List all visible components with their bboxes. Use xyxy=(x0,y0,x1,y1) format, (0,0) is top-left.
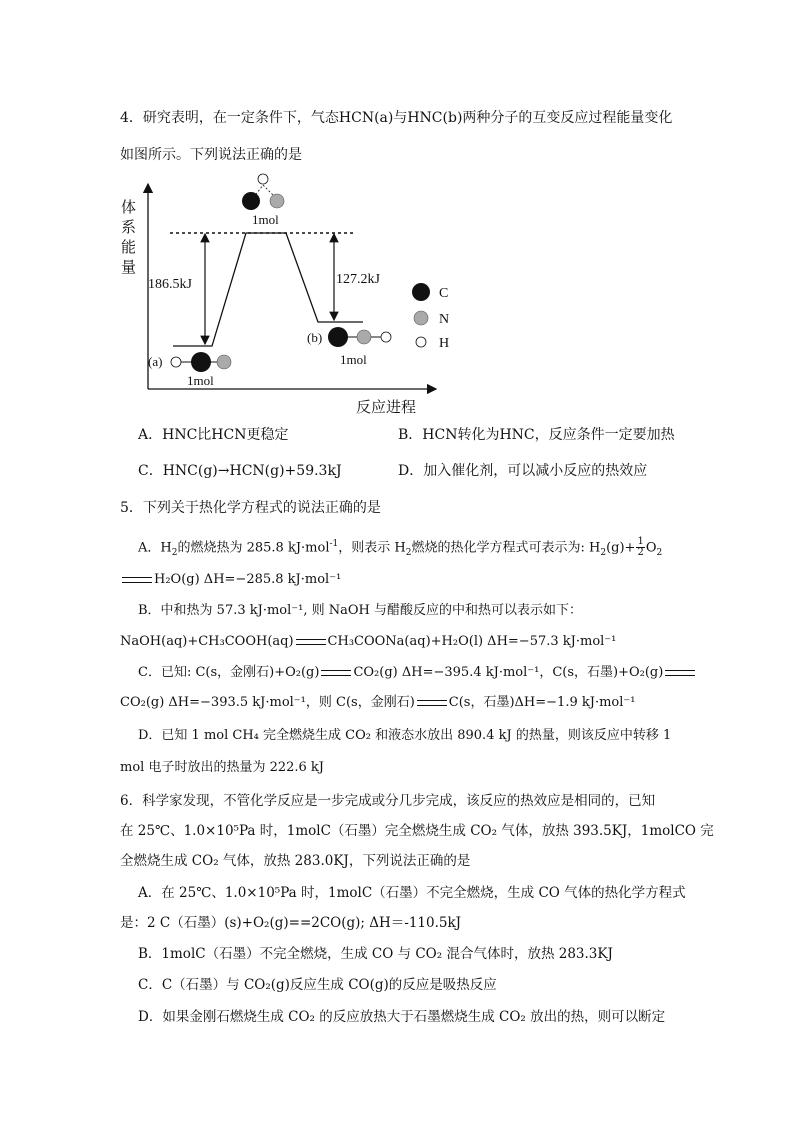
q4-stem-line1: 4．研究表明，在一定条件下，气态HCN(a)与HNC(b)两种分子的互变反应过程能量变化 xyxy=(120,110,673,126)
q6-option-c: C．C（石墨）与 CO₂(g)反应生成 CO(g)的反应是吸热反应 xyxy=(138,977,497,993)
q4-option-d: D．加入催化剂，可以减小反应的热效应 xyxy=(398,463,648,479)
y-label-4: 量 xyxy=(121,260,137,276)
q5-option-c-line2: CO₂(g) ΔH=−393.5 kJ·mol⁻¹，则 C(s，金刚石) C(s，石墨)ΔH=−1.9 kJ·mol⁻¹ xyxy=(120,695,636,710)
y-axis-label xyxy=(121,199,140,276)
energy-diagram xyxy=(118,172,458,420)
molecule-b xyxy=(328,327,391,347)
q6-option-a-line2: 是：2 C（石墨）(s)+O₂(g)==2CO(g); ΔH＝-110.5kJ xyxy=(120,915,462,931)
q6-stem-line3: 全燃烧生成 CO₂ 气体，放热 283.0KJ，下列说法正确的是 xyxy=(120,853,471,869)
legend-n-label: N xyxy=(439,312,450,327)
x-axis-label: 反应进程 xyxy=(356,400,417,416)
q6-option-a-line1: A．在 25℃、1.0×10⁵Pa 时，1molC（石墨）不完全燃烧，生成 CO 气体的热化学方程式 xyxy=(138,885,686,901)
b-mol-label: 1mol xyxy=(340,352,367,367)
q4-option-b: B．HCN转化为HNC，反应条件一定要加热 xyxy=(398,427,675,443)
molecule-a xyxy=(171,352,231,372)
one-half-fraction: $\frac{1}{2}$ xyxy=(637,536,644,559)
q4-option-a: A．HNC比HCN更稳定 xyxy=(138,427,289,443)
legend-n-swatch xyxy=(414,311,428,325)
q5-option-a-line1: A．$H_2$的燃烧热为 285.8 kJ·mol$^{-1}$，则表示 $H_2$燃烧的热化学方程式可表示为: $H_2(g)+$ $\frac{1}{2}$ $O_2$ xyxy=(138,536,663,559)
q6-stem-line2: 在 25℃、1.0×10⁵Pa 时，1molC（石墨）完全燃烧生成 CO₂ 气体，放热 393.5KJ，1molCO 完 xyxy=(120,823,714,839)
legend-c-label: C xyxy=(439,286,449,301)
q4-stem-line2: 如图所示。下列说法正确的是 xyxy=(120,147,302,163)
legend-c-swatch xyxy=(412,283,430,301)
q5-option-b-line1: B．中和热为 57.3 kJ·mol⁻¹, 则 NaOH 与醋酸反应的中和热可以表示如下： xyxy=(138,603,583,618)
q5-option-d-line2: mol 电子时放出的热量为 222.6 kJ xyxy=(120,760,325,775)
legend xyxy=(412,283,449,351)
q5-option-c-line1: C．已知: C(s，金刚石)+O₂(g) CO₂(g) ΔH=−395.4 kJ·mol⁻¹，C(s，石墨)+O₂(g) xyxy=(138,663,697,683)
right-energy-label: 127.2kJ xyxy=(336,272,380,287)
q6-option-b: B．1molC（石墨）不完全燃烧，生成 CO 与 CO₂ 混合气体时，放热 283.3KJ xyxy=(138,946,613,962)
q5-option-d-line1: D．已知 1 mol CH₄ 完全燃烧生成 CO₂ 和液态水放出 890.4 kJ 的热量，则该反应中转移 1 xyxy=(138,728,672,743)
q4-option-c: C．HNC(g)→HCN(g)+59.3kJ xyxy=(138,463,342,479)
left-energy-label: 186.5kJ xyxy=(148,277,192,292)
legend-h-swatch xyxy=(416,337,426,347)
y-label-1: 体 xyxy=(121,200,137,216)
q5-option-b-line2: NaOH(aq)+CH₃COOH(aq) CH₃COONa(aq)+H₂O(l) ΔH=−57.3 kJ·mol⁻¹ xyxy=(120,634,617,649)
top-mol-label: 1mol xyxy=(252,212,279,227)
a-label: (a) xyxy=(148,354,163,369)
q5-option-a-line2: H₂O(g) ΔH=−285.8 kJ·mol⁻¹ xyxy=(120,570,341,590)
y-label-3: 能 xyxy=(121,240,137,256)
q6-stem-line1: 6．科学家发现，不管化学反应是一步完成或分几步完成，该反应的热效应是相同的，已知 xyxy=(120,793,656,809)
b-label: (b) xyxy=(307,330,323,345)
q6-option-d: D．如果金刚石燃烧生成 CO₂ 的反应放热大于石墨燃烧生成 CO₂ 放出的热，则可以断定 xyxy=(138,1009,666,1025)
legend-h-label: H xyxy=(439,336,450,351)
q5-stem: 5．下列关于热化学方程式的说法正确的是 xyxy=(120,500,381,516)
a-mol-label: 1mol xyxy=(187,373,214,388)
transition-state-molecule xyxy=(242,174,284,210)
y-label-2: 系 xyxy=(121,220,137,236)
